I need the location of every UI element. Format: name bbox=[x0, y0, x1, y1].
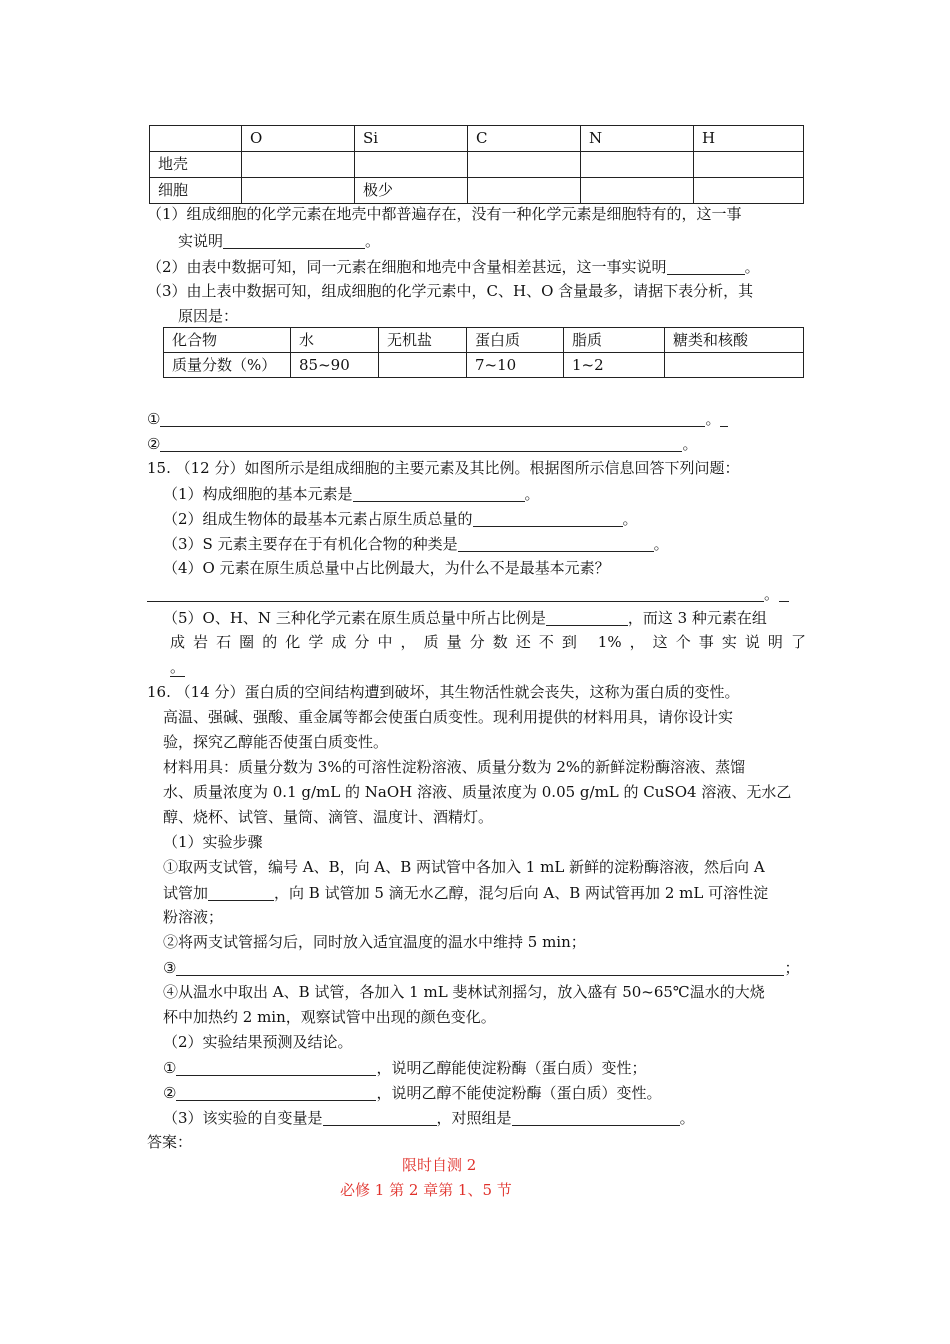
answer-blank[interactable] bbox=[176, 1085, 376, 1101]
answer-blank[interactable] bbox=[176, 960, 784, 976]
q16-line2: 高温、强碱、强酸、重金属等都会使蛋白质变性。现利用提供的材料用具，请你设计实 bbox=[163, 708, 734, 726]
table-cell bbox=[694, 178, 804, 204]
q16-line15: （2）实验结果预测及结论。 bbox=[163, 1033, 353, 1051]
q15-sub5-line1 bbox=[163, 610, 767, 626]
q16-line11: ②将两支试管摇匀后，同时放入适宜温度的温水中维持 5 min； bbox=[163, 933, 586, 951]
table-cell: 7~10 bbox=[467, 353, 564, 378]
footer-subtitle: 必修 1 第 2 章第 1、5 节 bbox=[340, 1181, 512, 1199]
q14-answer-2 bbox=[147, 436, 697, 452]
answer-blank[interactable] bbox=[147, 586, 764, 602]
period: 。 bbox=[524, 485, 540, 503]
circle-three: ③ bbox=[163, 959, 177, 977]
table-cell: 1~2 bbox=[564, 353, 665, 378]
q14-part3-line1: （3）由上表中数据可知，组成细胞的化学元素中，C、H、O 含量最多，请据下表分析，其 bbox=[147, 282, 754, 300]
period: 。 bbox=[764, 585, 780, 603]
q14-part2 bbox=[147, 259, 760, 275]
q16-line9-text: 试管加 bbox=[163, 884, 209, 902]
period: 。 bbox=[622, 510, 638, 528]
answer-label: 答案： bbox=[147, 1133, 193, 1151]
table-cell bbox=[242, 152, 355, 178]
q16-line17-text: ，说明乙醇不能使淀粉酶（蛋白质）变性。 bbox=[376, 1084, 662, 1102]
answer-blank[interactable] bbox=[667, 259, 745, 275]
table-cell bbox=[581, 178, 694, 204]
answer-blank[interactable] bbox=[458, 536, 654, 552]
q16-line8: ①取两支试管，编号 A、B，向 A、B 两试管中各加入 1 mL 新鲜的淀粉酶溶液，然后向 A bbox=[163, 858, 765, 876]
circle-one: ① bbox=[163, 1059, 177, 1077]
table-cell: 无机盐 bbox=[379, 328, 467, 353]
q16-line10: 粉溶液； bbox=[163, 908, 224, 926]
q16-line6: 醇、烧杯、试管、量筒、滴管、温度计、酒精灯。 bbox=[163, 808, 494, 826]
q16-line12 bbox=[163, 960, 799, 976]
table-cell bbox=[468, 152, 581, 178]
answer-blank[interactable] bbox=[176, 1060, 376, 1076]
answer-blank[interactable] bbox=[208, 885, 274, 901]
underline-tail bbox=[720, 411, 728, 427]
q16-line1: 16. （14 分）蛋白质的空间结构遭到破坏，其生物活性就会丧失，这称为蛋白质的变性。 bbox=[147, 683, 740, 701]
q14-part1-line2 bbox=[178, 233, 380, 249]
q14-part2-text: （2）由表中数据可知，同一元素在细胞和地壳中含量相差甚远，这一事实说明 bbox=[147, 258, 667, 276]
table-cell bbox=[355, 152, 468, 178]
q14-part1-text: 实说明 bbox=[178, 232, 224, 250]
q15-sub5-line2: 成岩石圈的化学成分中，质量分数还不到 1%，这个事实说明了 bbox=[170, 633, 806, 651]
table-cell: 化合物 bbox=[164, 328, 291, 353]
period: 。 bbox=[705, 410, 721, 428]
q16-line14: 杯中加热约 2 min，观察试管中出现的颜色变化。 bbox=[163, 1008, 496, 1026]
q16-line16-text: ，说明乙醇能使淀粉酶（蛋白质）变性； bbox=[376, 1059, 647, 1077]
table-cell: 极少 bbox=[355, 178, 468, 204]
table-cell bbox=[665, 353, 804, 378]
table-cell bbox=[150, 126, 242, 152]
q15-sub4: （4）O 元素在原生质总量中占比例最大，为什么不是最基本元素？ bbox=[163, 559, 610, 577]
q15-sub2 bbox=[163, 511, 638, 527]
q14-part1-line1: （1）组成细胞的化学元素在地壳中都普遍存在，没有一种化学元素是细胞特有的，这一事 bbox=[147, 205, 742, 223]
period: 。 bbox=[679, 1109, 695, 1127]
q16-line5: 水、质量浓度为 0.1 g/mL 的 NaOH 溶液、质量浓度为 0.05 g/mL 的 CuSO4 溶液、无水乙 bbox=[163, 783, 792, 801]
answer-blank[interactable] bbox=[473, 511, 623, 527]
q15-sub2-text: （2）组成生物体的最基本元素占原生质总量的 bbox=[163, 510, 473, 528]
q15-sub3-text: （3）S 元素主要存在于有机化合物的种类是 bbox=[163, 535, 458, 553]
table-cell: 地壳 bbox=[150, 152, 242, 178]
q16-line7: （1）实验步骤 bbox=[163, 833, 263, 851]
q15-sub4-answer bbox=[147, 586, 789, 602]
circle-one: ① bbox=[147, 410, 161, 428]
q15-sub3 bbox=[163, 536, 669, 552]
answer-blank[interactable] bbox=[512, 1110, 680, 1126]
element-content-table bbox=[149, 125, 804, 204]
answer-blank[interactable] bbox=[160, 411, 705, 427]
circle-two: ② bbox=[147, 435, 161, 453]
period: 。 bbox=[744, 258, 760, 276]
table-cell: Si bbox=[355, 126, 468, 152]
answer-blank[interactable] bbox=[223, 233, 365, 249]
table-cell bbox=[379, 353, 467, 378]
table-cell: C bbox=[468, 126, 581, 152]
footer-title: 限时自测 2 bbox=[402, 1156, 477, 1174]
answer-blank[interactable] bbox=[323, 1110, 437, 1126]
table-cell bbox=[242, 178, 355, 204]
q15-sub1 bbox=[163, 486, 540, 502]
answer-blank[interactable] bbox=[546, 610, 628, 626]
q16-line13: ④从温水中取出 A、B 试管，各加入 1 mL 斐林试剂摇匀，放入盛有 50~65℃温水的大烧 bbox=[163, 983, 765, 1001]
period: 。 bbox=[365, 232, 381, 250]
table-cell: 蛋白质 bbox=[467, 328, 564, 353]
q15-title: 15. （12 分）如图所示是组成细胞的主要元素及其比例。根据图所示信息回答下列问题： bbox=[147, 459, 740, 477]
q16-line4: 材料用具：质量分数为 3%的可溶性淀粉溶液、质量分数为 2%的新鲜淀粉酶溶液、蒸馏 bbox=[163, 758, 746, 776]
underline-tail bbox=[779, 586, 789, 602]
table-cell bbox=[581, 152, 694, 178]
answer-blank[interactable] bbox=[160, 436, 682, 452]
q16-line18 bbox=[163, 1110, 695, 1126]
q14-answer-1 bbox=[147, 411, 728, 427]
q15-sub1-text: （1）构成细胞的基本元素是 bbox=[163, 485, 353, 503]
table-cell: H bbox=[694, 126, 804, 152]
table-cell: O bbox=[242, 126, 355, 152]
table-cell bbox=[694, 152, 804, 178]
table-cell: 脂质 bbox=[564, 328, 665, 353]
q14-part3-line2: 原因是： bbox=[178, 307, 239, 325]
table-cell bbox=[468, 178, 581, 204]
q16-line18-text: （3）该实验的自变量是 bbox=[163, 1109, 323, 1127]
table-cell: 糖类和核酸 bbox=[665, 328, 804, 353]
semicolon: ； bbox=[784, 959, 800, 977]
table-cell: 85~90 bbox=[291, 353, 379, 378]
table-cell: 细胞 bbox=[150, 178, 242, 204]
circle-two: ② bbox=[163, 1084, 177, 1102]
table-cell: 水 bbox=[291, 328, 379, 353]
q16-line18-text-cont: ，对照组是 bbox=[436, 1109, 512, 1127]
period: 。 bbox=[653, 535, 669, 553]
q15-sub5-text: （5）O、H、N 三种化学元素在原生质总量中所占比例是 bbox=[163, 609, 546, 627]
q16-line16 bbox=[163, 1060, 646, 1076]
q15-sub5-text-cont: ，而这 3 种元素在组 bbox=[627, 609, 767, 627]
compound-fraction-table bbox=[163, 327, 804, 378]
q16-line3: 验，探究乙醇能否使蛋白质变性。 bbox=[163, 733, 389, 751]
q16-line17 bbox=[163, 1085, 661, 1101]
q16-line9 bbox=[163, 885, 768, 901]
q15-sub5-line3 bbox=[170, 660, 185, 675]
table-cell: N bbox=[581, 126, 694, 152]
q16-line9-text-cont: ，向 B 试管加 5 滴无水乙醇，混匀后向 A、B 两试管再加 2 mL 可溶性淀 bbox=[274, 884, 769, 902]
period: 。 bbox=[170, 658, 186, 676]
answer-blank[interactable] bbox=[353, 486, 525, 502]
table-cell: 质量分数（%） bbox=[164, 353, 291, 378]
period: 。 bbox=[682, 435, 698, 453]
